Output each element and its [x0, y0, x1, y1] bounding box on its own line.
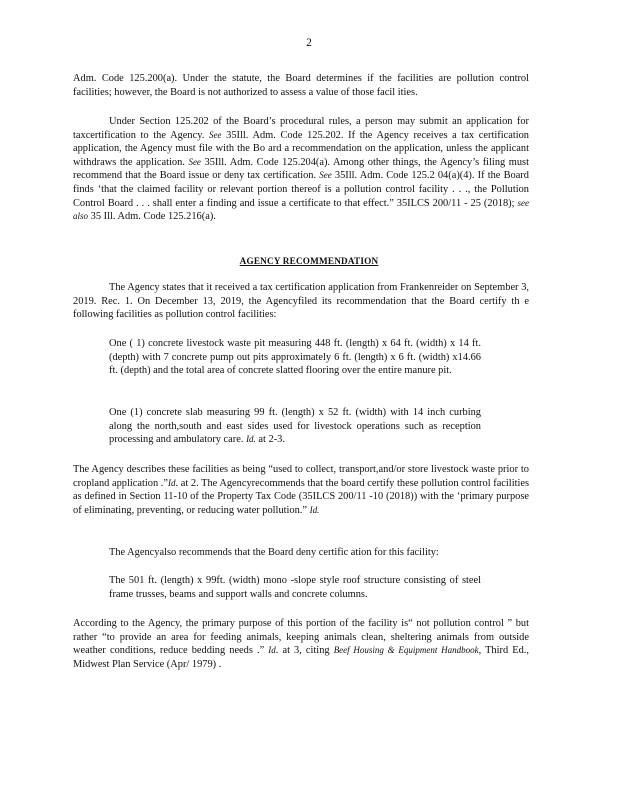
block-quote-roof-structure: The 501 ft. (length) x 99ft. (width) mono -slope style roof structure consisting of steel frame trusses, beams and support walls and concrete columns.	[109, 575, 481, 600]
citation-signal: Id	[268, 645, 276, 656]
paragraph-procedural-rules	[73, 115, 529, 224]
paragraph-primary-purpose	[73, 617, 529, 671]
text-run: According to the Agency, the primary purpose of this portion of the facility is“ not pollution control ” but rather “to provide an area for feeding animals, keeping animals clean, sheltering animals from outside weather conditions, reduce bedding needs .”	[73, 618, 529, 657]
text-run: . at 2. The Agencyrecommends that the board certify these pollution control facilities as defined in Section 11-10 of the Property Tax Code (35ILCS 200/11 -10 (2018)) with the ‘primary purpose of eliminating, preventing, or reducing water pollution.”	[73, 477, 530, 516]
citation-signal: see also	[73, 197, 529, 222]
paragraph-agency-also: The Agencyalso recommends that the Board deny certific ation for this facility:	[109, 547, 439, 558]
text-run: Under Section 125.202 of the Board’s procedural rules, a person may submit an application for taxcertification to the Agency.	[73, 116, 529, 141]
citation-signal: See	[319, 170, 332, 181]
text-run: 35Ill. Adm. Code 125.204(a). Among other things, the Agency’s filing must recommend that the Board issue or deny tax certification.	[73, 156, 529, 182]
text-run: 35Ill. Adm. Code 125.202. If the Agency receives a tax certification application, the Agency must file with the Bo ard a recommendation on the application, unless the applicant withdraws the application.	[73, 129, 529, 168]
block-quote-concrete-slab	[109, 406, 481, 447]
citation-signal: See	[208, 129, 222, 140]
text-run: One (1) concrete slab measuring 99 ft. (length) x 52 ft. (width) with 14 inch curbing along the north,south and east sides used for livestock operations such as reception processing and ambulatory care.	[109, 407, 481, 446]
text-run: 35 Ill. Adm. Code 125.216(a).	[90, 211, 216, 223]
book-title: Beef Housing & Equipment Handbook	[333, 645, 479, 656]
text-run: at 2-3.	[258, 434, 285, 446]
paragraph-agency-states: The Agency states that it received a tax certification application from Frankenreider on September 3, 2019. Rec. 1. On December 13, 2019, the Agencyfiled its recommendation that the Board certify th e following facilities as pollution control facilities:	[73, 282, 529, 321]
citation-signal: See	[188, 156, 201, 167]
text-run: . at 3, citing	[275, 645, 330, 657]
paragraph-agency-describes	[73, 463, 529, 517]
text-run: , Third Ed., Midwest Plan Service (Apr/ 1979) .	[73, 645, 529, 670]
block-quote-waste-pit: One ( 1) concrete livestock waste pit measuring 448 ft. (length) x 64 ft. (width) x 14 ft. (depth) with 7 concrete pump out pits approximately 6 ft. (length) x 6 ft. (width) x14.66 ft. (depth) and the total area of concrete slatted flooring over the entire manure pit.	[109, 338, 481, 377]
paragraph-statute: Adm. Code 125.200(a). Under the statute, the Board determines if the facilities are pollution control facilities; however, the Board is not authorized to assess a value of those facil ities.	[73, 73, 529, 98]
text-run: 35Ill. Adm. Code 125.2 04(a)(4). If the Board finds ‘that the claimed facility or relevant portion thereof is a pollution control facility . . ., the Pollution Control Board . . . shall enter a finding and issue a certificate to that effect.” 35ILCS 200/11 - 25 (2018);	[73, 170, 529, 209]
page-number: 2	[306, 37, 312, 49]
citation-signal: Id.	[246, 434, 256, 445]
citation-signal: Id.	[309, 504, 320, 515]
text-run: The Agency describes these facilities as being “used to collect, transport,and/or store livestock waste prior to cropland application .”	[73, 464, 529, 489]
citation-signal: Id	[168, 477, 176, 488]
section-heading: AGENCY RECOMMENDATION	[239, 256, 379, 266]
